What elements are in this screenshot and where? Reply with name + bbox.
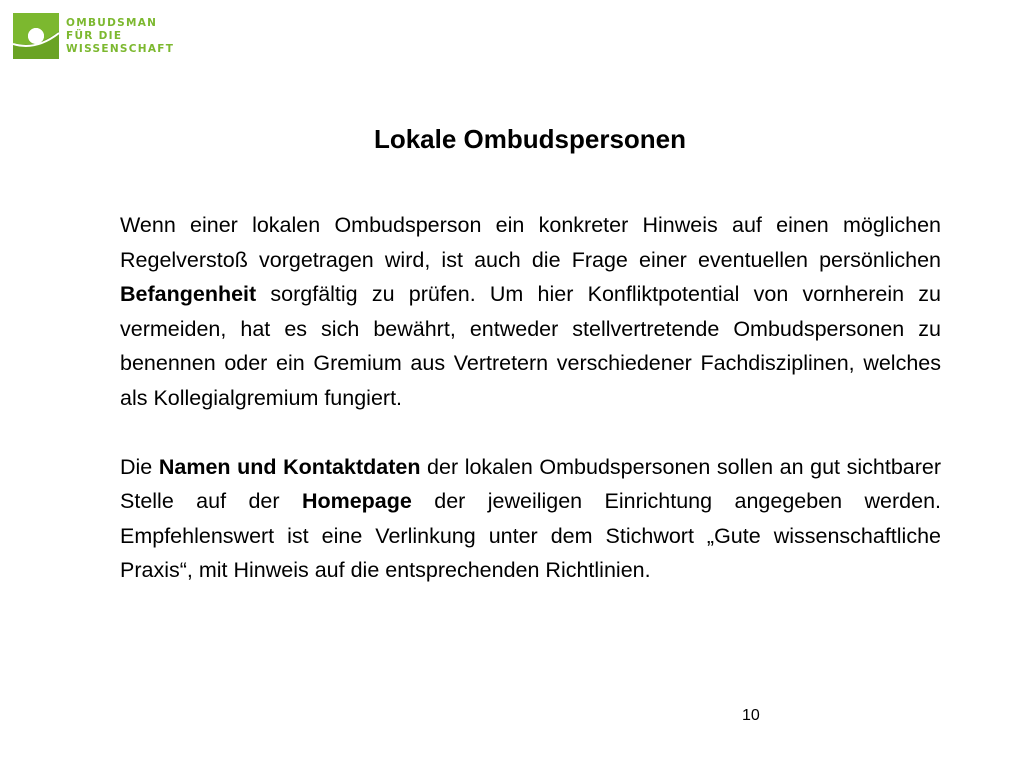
logo-line-2: FÜR DIE [66,29,123,42]
logo-line-3: WISSENSCHAFT [66,42,175,55]
paragraph-2-text-after: der jeweiligen Einrichtung angegeben werden. Empfehlenswert ist eine Verlinkung unter dem Stichwort „Gute wissenschaftliche Praxis“, mit Hinweis auf die entsprechenden Richtlinien. [120,489,941,582]
paragraph-2 [120,450,941,588]
paragraph-1-text-after: sorgfältig zu prüfen. Um hier Konfliktpotential von vornherein zu vermeiden, hat es sich bewährt, entweder stellvertretende Ombudspersonen zu benennen oder ein Gremium aus Vertretern verschiedener Fachdisziplinen, welches als Kollegialgremium fungiert. [120,282,941,410]
paragraph-2-bold-namen: Namen und Kontaktdaten [158,454,421,479]
paragraph-2-bold-homepage: Homepage [301,489,412,513]
page-number: 10 [742,707,760,724]
paragraph-1-bold-befangenheit: Befangenheit [120,282,257,306]
paragraph-2-text-before: Die [120,454,159,479]
logo [13,13,174,59]
logo-text [66,17,174,56]
logo-mark-icon [13,13,59,59]
paragraph-1-text-before: Wenn einer lokalen Ombudsperson ein konkreter Hinweis auf einen möglichen Regelverstoß vorgetragen wird, ist auch die Frage einer eventuellen persönlichen [120,213,941,272]
paragraph-1 [120,208,941,415]
paragraph-2-text-middle: der lokalen Ombudspersonen sollen an gut sichtbarer Stelle auf der [120,454,942,513]
slide-body [120,208,941,588]
slide-title: Lokale Ombudspersonen [373,124,687,154]
logo-line-1: OMBUDSMAN [66,16,158,29]
